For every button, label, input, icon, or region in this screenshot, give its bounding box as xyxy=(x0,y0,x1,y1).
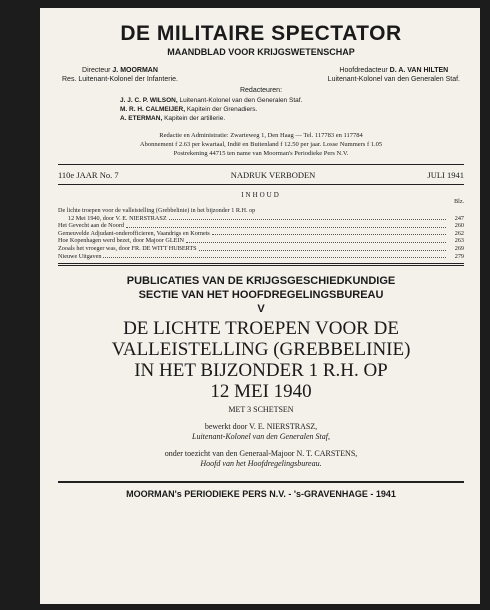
author-credit xyxy=(58,422,464,442)
supervisor-rank: Hoofd van het Hoofdregelingsbureau. xyxy=(200,459,322,469)
chief-rank: Luitenant-Kolonel van den Generalen Staf. xyxy=(327,76,460,83)
staff-block xyxy=(58,66,464,84)
masthead-subtitle: MAANDBLAD VOOR KRIJGSWETENSCHAP xyxy=(167,47,355,57)
editor-line xyxy=(120,105,464,114)
toc-entry-page: 269 xyxy=(454,244,464,252)
director-name: J. MOORMAN xyxy=(112,67,158,74)
toc-entry-title: Hoe Kopenhagen werd bezet, door Majoor GLEIN xyxy=(58,237,184,245)
issue-volume: 110e JAAR No. 7 xyxy=(58,170,119,180)
issue-date: JULI 1941 xyxy=(427,170,464,180)
toc-entry-title: Nieuwe Uitgaven xyxy=(58,252,102,260)
admin-address: Redactie en Administratie: Zwarteweg 1, Den Haag — Tel. 117783 en 117784 xyxy=(159,132,363,139)
article-title-line: DE LICHTE TROEPEN VOOR DE xyxy=(123,318,399,340)
article-title-line: IN HET BIJZONDER 1 R.H. OP xyxy=(134,360,388,382)
author-rank: Luitenant-Kolonel van den Generalen Staf, xyxy=(192,432,330,442)
toc-page-column-label: Blz. xyxy=(454,199,464,205)
supervisor-line: onder toezicht van den Generaal-Majoor N. T. CARSTENS, xyxy=(164,449,358,459)
toc-entry-continued xyxy=(58,215,464,223)
toc-heading: INHOUD xyxy=(241,191,281,199)
divider xyxy=(58,265,464,266)
toc-entry-title: Zooals het vroeger was, door FR. DE WITT HUBERTS xyxy=(58,244,197,252)
toc-entry-title: Het Gevecht aan de Noord xyxy=(58,222,124,230)
editor-name: A. ETERMAN, xyxy=(120,115,163,122)
author-line: bewerkt door V. E. NIERSTRASZ, xyxy=(204,422,318,432)
divider xyxy=(58,263,464,264)
toc-entry xyxy=(58,207,464,215)
director-role: Directeur xyxy=(82,67,111,74)
editor-name: J. J. C. P. WILSON, xyxy=(120,97,178,104)
director-block xyxy=(62,66,178,84)
toc-entry xyxy=(58,230,464,238)
admin-postal-account: Postrekening 44715 ten name van Moorman's Periodieke Pers N.V. xyxy=(173,150,349,157)
publisher-footer: MOORMAN's PERIODIEKE PERS N.V. - 's-GRAVENHAGE - 1941 xyxy=(126,489,396,500)
chief-name: D. A. VAN HILTEN xyxy=(389,67,449,74)
document-page xyxy=(40,8,480,604)
divider xyxy=(58,481,464,483)
table-of-contents xyxy=(58,207,464,260)
chief-role: Hoofdredacteur xyxy=(339,67,388,74)
article-title-line: VALLEISTELLING (GREBBELINIE) xyxy=(111,339,411,361)
article-title xyxy=(58,318,464,402)
article-title-line: 12 MEI 1940 xyxy=(210,381,312,403)
toc-entry xyxy=(58,222,464,230)
publication-heading xyxy=(58,274,464,316)
editors-heading: Redacteuren: xyxy=(239,87,283,94)
divider xyxy=(58,184,464,185)
toc-entry-page: 263 xyxy=(454,237,464,245)
chief-editor-block xyxy=(328,66,460,84)
toc-entry-title: Gemeuvelde Adjudant-onderofficieren, Vaandrigs en Kornets xyxy=(58,229,210,237)
publication-line: PUBLICATIES VAN DE KRIJGSGESCHIEDKUNDIGE xyxy=(126,275,396,288)
toc-entry xyxy=(58,245,464,253)
toc-entry-title: 12 Mei 1940, door V. E. NIERSTRASZ xyxy=(68,214,167,222)
publication-line: SECTIE VAN HET HOOFDREGELINGSBUREAU xyxy=(138,289,384,302)
editor-rank: Luitenant-Kolonel van den Generalen Staf. xyxy=(179,97,303,104)
director-rank: Res. Luitenant-Kolonel der Infanterie. xyxy=(62,76,178,83)
editor-line xyxy=(120,96,464,105)
masthead-title: DE MILITAIRE SPECTATOR xyxy=(120,22,402,45)
editors-list xyxy=(58,96,464,123)
toc-entry xyxy=(58,237,464,245)
toc-entry-page: 262 xyxy=(454,229,464,237)
toc-entry-title: De lichte troepen voor de valleistelling (Grebbelinie) in het bijzonder 1 R.H. op xyxy=(58,207,256,214)
admin-info xyxy=(58,131,464,158)
issue-line xyxy=(58,169,464,181)
publication-number: V xyxy=(257,303,265,316)
admin-subscription: Abonnement f 2.63 per kwartaal, Indië en Buitenland f 12.50 per jaar. Losse Nummers f 1.05 xyxy=(139,141,383,148)
toc-entry xyxy=(58,253,464,261)
editor-rank: Kapitein der Grenadiers. xyxy=(186,106,258,113)
toc-entry-page: 279 xyxy=(454,252,464,260)
toc-entry-page: 247 xyxy=(454,214,464,222)
divider xyxy=(58,164,464,165)
issue-notice: NADRUK VERBODEN xyxy=(230,170,316,180)
supervisor-credit xyxy=(58,449,464,469)
toc-entry-page: 260 xyxy=(454,222,464,230)
editor-rank: Kapitein der artillerie. xyxy=(164,115,226,122)
editor-line xyxy=(120,114,464,123)
editor-name: M. R. H. CALMEIJER, xyxy=(120,106,186,113)
sketches-note: MET 3 SCHETSEN xyxy=(228,405,294,415)
